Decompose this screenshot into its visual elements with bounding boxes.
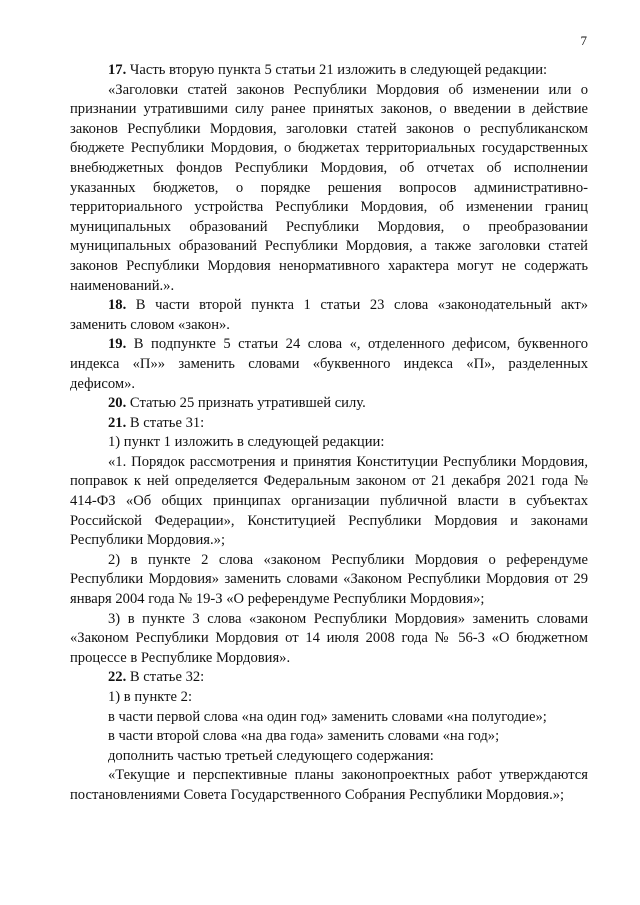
item-number: 17.	[108, 62, 127, 78]
paragraph-text: В части второй пункта 1 статьи 23 слова «законодательный акт» заменить словом «закон».	[70, 297, 588, 333]
paragraph-20	[70, 394, 588, 414]
paragraph-text: дополнить частью третьей следующего содержания:	[108, 747, 434, 764]
paragraph-text: 1) в пункте 2:	[108, 689, 193, 705]
paragraph-text: 1) пункт 1 изложить в следующей редакции:	[108, 434, 385, 451]
item-number: 22.	[108, 669, 127, 686]
paragraph-text: 2) в пункте 2 слова «законом Республики Мордовия о референдуме Республики Мордовия» заменить словами «Законом Республики Мордовия от 29 января 2004 года № 19-З «О референдуме Республики Мордовия»;	[70, 551, 588, 608]
paragraph-text: Часть вторую пункта 5 статьи 21 изложить в следующей редакции:	[126, 62, 548, 78]
paragraph-text: В подпункте 5 статьи 24 слова «, отделенного дефисом, буквенного индекса «П»» заменить словами «буквенного индекса «П», разделенных дефисом».	[70, 336, 588, 392]
paragraph-21-sub-1-quote	[70, 453, 588, 551]
paragraph-22-sub-1-b	[70, 727, 588, 747]
paragraph-22	[70, 668, 588, 688]
paragraph-text: Статью 25 признать утратившей силу.	[126, 395, 366, 412]
document-body	[70, 61, 588, 806]
paragraph-19	[70, 335, 588, 394]
paragraph-text: в части первой слова «на один год» заменить словами «на полугодие»;	[108, 708, 547, 725]
paragraph-text: В статье 31:	[126, 414, 205, 431]
paragraph-18	[70, 296, 588, 335]
paragraph-17	[70, 61, 588, 81]
paragraph-text: в части второй слова «на два года» заменить словами «на год»;	[108, 728, 500, 745]
item-number: 18.	[108, 297, 127, 314]
paragraph-22-sub-1	[70, 688, 588, 708]
paragraph-22-quote	[70, 766, 588, 805]
paragraph-21	[70, 414, 588, 434]
paragraph-21-sub-1	[70, 433, 588, 453]
paragraph-text: «Заголовки статей законов Республики Мордовия об изменении или о признании утратившими силу ранее принятых законов, о введении в действие законов Республики Мордовия, заголовки статей законов о республиканском бюджете Республики Мордовия, о бюджетах территориальных государственных внебюджетных фондов Республики Мордовия, об отчетах об исполнении указанных бюджетов, о порядке решения вопросов административно-территориального устройства Республики Мордовия, об изменении границ муниципальных образований Республики Мордовия, о преобразовании муниципальных образований Республики Мордовия, а также заголовки статей законов Республики Мордовия ненормативного характера могут не содержать наименований.».	[70, 81, 588, 294]
item-number: 21.	[108, 414, 127, 431]
paragraph-22-sub-1-a	[70, 708, 588, 728]
paragraph-22-sub-1-c	[70, 747, 588, 767]
item-number: 19.	[108, 336, 127, 353]
paragraph-21-sub-2	[70, 551, 588, 610]
paragraph-text: «Текущие и перспективные планы законопроектных работ утверждаются постановлениями Совета Государственного Собрания Республики Мордовия.»;	[70, 767, 588, 803]
paragraph-21-sub-3	[70, 610, 588, 669]
paragraph-17-quote	[70, 81, 588, 297]
paragraph-text: В статье 32:	[126, 669, 205, 686]
paragraph-text: «1. Порядок рассмотрения и принятия Конституции Республики Мордовия, поправок к ней определяется Федеральным законом от 21 декабря 2021 года № 414-ФЗ «Об общих принципах организации публичной власти в субъектах Российской Федерации», Конституцией Республики Мордовия и законами Республики Мордовия.»;	[70, 453, 588, 549]
page-number: 7	[580, 33, 587, 48]
item-number: 20.	[108, 395, 127, 412]
paragraph-text: 3) в пункте 3 слова «законом Республики Мордовия» заменить словами «Законом Республики Мордовия от 14 июля 2008 года № 56-З «О бюджетном процессе в Республике Мордовия».	[70, 610, 588, 666]
